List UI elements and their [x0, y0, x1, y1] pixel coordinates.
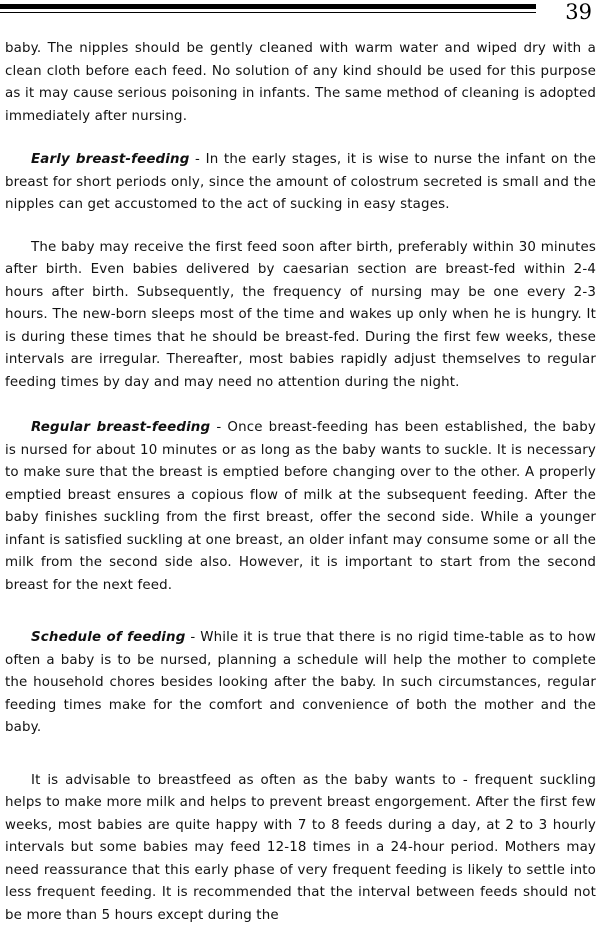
header-rule — [0, 4, 536, 9]
page-body — [5, 38, 596, 927]
paragraph-early-breast-feeding-text: - In the early stages, it is wise to nurse the infant on the breast for short periods only, since the amount of colostrum secreted is small and the nipples can get accustomed to the act of sucking in easy stages. — [5, 152, 596, 212]
section-heading-schedule-of-feeding: Schedule of feeding — [31, 630, 185, 645]
paragraph-schedule-of-feeding — [5, 627, 596, 740]
paragraph-spacer — [5, 597, 596, 627]
header-rule-thin — [0, 12, 536, 13]
paragraph-spacer — [5, 394, 596, 417]
paragraph-regular-breast-feeding-text: - Once breast-feeding has been established, the baby is nursed for about 10 minutes or as long as the baby wants to suckle. It is necessary to make sure that the breast is emptied before changing over to the other. A properly emptied breast ensures a copious flow of milk at the subsequent feeding. After the baby finishes suckling from the first breast, offer the second side. While a younger infant is satisfied suckling at one breast, an older infant may consume some or all the milk from the second side also. However, it is important to start from the second breast for the next feed. — [5, 420, 596, 593]
paragraph-first-feed: The baby may receive the first feed soon after birth, preferably within 30 minutes after birth. Even babies delivered by caesarian section are breast-fed within 2-4 hours after birth. Subsequently, the frequency of nursing may be one every 2-3 hours. The new-born sleeps most of the time and wakes up only when he is hungry. It is during these times that he should be breast-fed. During the first few weeks, these intervals are irregular. Thereafter, most babies rapidly adjust themselves to regular feeding times by day and may need no attention during the night. — [5, 237, 596, 395]
paragraph-spacer — [5, 740, 596, 770]
paragraph-spacer — [5, 217, 596, 237]
page-number: 39 — [565, 0, 592, 24]
paragraph-feeding-frequency: It is advisable to breastfeed as often as the baby wants to - frequent suckling helps to make more milk and helps to prevent breast engorgement. After the first few weeks, most babies are quite happy with 7 to 8 feeds during a day, at 2 to 3 hourly intervals but some babies may feed 12-18 times in a 24-hour period. Mothers may need reassurance that this early phase of very frequent feeding is likely to settle into less frequent feeding. It is recommended that the interval between feeds should not be more than 5 hours except during the — [5, 770, 596, 927]
section-heading-early-breast-feeding: Early breast-feeding — [31, 152, 189, 167]
section-heading-regular-breast-feeding: Regular breast-feeding — [31, 420, 210, 435]
paragraph-cleaning: baby. The nipples should be gently cleaned with warm water and wiped dry with a clean cloth before each feed. No solution of any kind should be used for this purpose as it may cause serious poisoning in infants. The same method of cleaning is adopted immediately after nursing. — [5, 38, 596, 128]
paragraph-spacer — [5, 128, 596, 149]
paragraph-early-breast-feeding — [5, 149, 596, 217]
paragraph-schedule-of-feeding-text: - While it is true that there is no rigid time-table as to how often a baby is to be nursed, planning a schedule will help the mother to complete the household chores besides looking after the baby. In such circumstances, regular feeding times make for the comfort and convenience of both the mother and the baby. — [5, 630, 596, 735]
paragraph-regular-breast-feeding — [5, 417, 596, 597]
